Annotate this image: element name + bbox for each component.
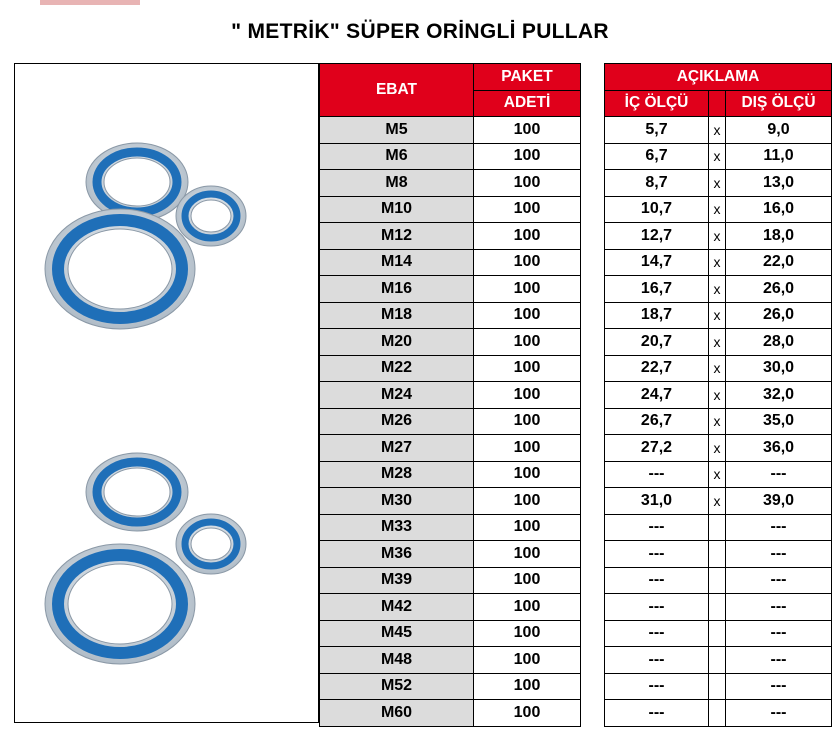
package-qty-cell: 100 (474, 647, 581, 674)
package-qty-cell: 100 (474, 355, 581, 382)
table-row (320, 461, 581, 488)
table-row (320, 673, 581, 700)
table-row (605, 170, 832, 197)
table-row (605, 117, 832, 144)
times-sign-cell: x (709, 488, 726, 515)
times-sign-cell: x (709, 382, 726, 409)
inner-dim-cell: 6,7 (605, 143, 709, 170)
inner-dim-cell: 24,7 (605, 382, 709, 409)
table-row (320, 382, 581, 409)
package-qty-cell: 100 (474, 223, 581, 250)
times-sign-cell (709, 567, 726, 594)
outer-dim-cell: 30,0 (726, 355, 832, 382)
times-sign-cell: x (709, 302, 726, 329)
times-sign-cell (709, 673, 726, 700)
package-qty-cell: 100 (474, 435, 581, 462)
size-cell: M12 (320, 223, 474, 250)
table-row (320, 249, 581, 276)
table-row (605, 461, 832, 488)
times-sign-cell (709, 620, 726, 647)
header-ic-olcu: İÇ ÖLÇÜ (605, 90, 709, 117)
size-cell: M27 (320, 435, 474, 462)
inner-dim-cell: --- (605, 673, 709, 700)
outer-dim-cell: --- (726, 461, 832, 488)
size-cell: M6 (320, 143, 474, 170)
dimension-table (604, 63, 832, 727)
size-cell: M5 (320, 117, 474, 144)
table-row (605, 594, 832, 621)
table-row (605, 435, 832, 462)
times-sign-cell (709, 647, 726, 674)
size-cell: M10 (320, 196, 474, 223)
inner-dim-cell: 26,7 (605, 408, 709, 435)
header-adeti: ADETİ (474, 90, 581, 117)
table-row (605, 223, 832, 250)
size-cell: M26 (320, 408, 474, 435)
inner-dim-cell: --- (605, 647, 709, 674)
table-row (605, 541, 832, 568)
package-qty-cell: 100 (474, 196, 581, 223)
times-sign-cell: x (709, 408, 726, 435)
times-sign-cell: x (709, 143, 726, 170)
outer-dim-cell: 28,0 (726, 329, 832, 356)
table-row (320, 143, 581, 170)
inner-dim-cell: --- (605, 594, 709, 621)
outer-dim-cell: --- (726, 541, 832, 568)
inner-dim-cell: 18,7 (605, 302, 709, 329)
package-qty-cell: 100 (474, 117, 581, 144)
table-row (320, 117, 581, 144)
table-row (605, 196, 832, 223)
outer-dim-cell: 11,0 (726, 143, 832, 170)
package-qty-cell: 100 (474, 143, 581, 170)
package-qty-cell: 100 (474, 461, 581, 488)
table-row (320, 276, 581, 303)
inner-dim-cell: 12,7 (605, 223, 709, 250)
size-quantity-table (319, 63, 581, 727)
size-cell: M14 (320, 249, 474, 276)
table-row (320, 435, 581, 462)
times-sign-cell: x (709, 249, 726, 276)
inner-dim-cell: --- (605, 541, 709, 568)
times-sign-cell (709, 594, 726, 621)
table-row (320, 329, 581, 356)
table-row (605, 355, 832, 382)
inner-dim-cell: --- (605, 620, 709, 647)
table-row (320, 700, 581, 727)
outer-dim-cell: --- (726, 700, 832, 727)
inner-dim-cell: 16,7 (605, 276, 709, 303)
table-row (605, 276, 832, 303)
times-sign-cell (709, 541, 726, 568)
times-sign-cell: x (709, 117, 726, 144)
table-row (320, 355, 581, 382)
table-row (320, 196, 581, 223)
inner-dim-cell: 31,0 (605, 488, 709, 515)
size-cell: M24 (320, 382, 474, 409)
outer-dim-cell: 16,0 (726, 196, 832, 223)
size-cell: M30 (320, 488, 474, 515)
outer-dim-cell: 22,0 (726, 249, 832, 276)
size-cell: M39 (320, 567, 474, 594)
table-row (320, 647, 581, 674)
package-qty-cell: 100 (474, 302, 581, 329)
table-row (320, 408, 581, 435)
outer-dim-cell: 36,0 (726, 435, 832, 462)
outer-dim-cell: 13,0 (726, 170, 832, 197)
inner-dim-cell: 27,2 (605, 435, 709, 462)
inner-dim-cell: 20,7 (605, 329, 709, 356)
table-row (320, 541, 581, 568)
table-row (605, 488, 832, 515)
header-dis-olcu: DIŞ ÖLÇÜ (726, 90, 832, 117)
header-aciklama: AÇIKLAMA (605, 64, 832, 91)
outer-dim-cell: --- (726, 514, 832, 541)
package-qty-cell: 100 (474, 594, 581, 621)
package-qty-cell: 100 (474, 170, 581, 197)
outer-dim-cell: 26,0 (726, 276, 832, 303)
inner-dim-cell: --- (605, 700, 709, 727)
size-cell: M48 (320, 647, 474, 674)
package-qty-cell: 100 (474, 249, 581, 276)
times-sign-cell: x (709, 329, 726, 356)
size-cell: M20 (320, 329, 474, 356)
table-row (320, 170, 581, 197)
header-paket: PAKET (474, 64, 581, 91)
package-qty-cell: 100 (474, 488, 581, 515)
inner-dim-cell: 8,7 (605, 170, 709, 197)
times-sign-cell: x (709, 355, 726, 382)
table-row (605, 143, 832, 170)
times-sign-cell: x (709, 223, 726, 250)
size-cell: M18 (320, 302, 474, 329)
size-cell: M22 (320, 355, 474, 382)
header-separator (709, 90, 726, 117)
size-cell: M28 (320, 461, 474, 488)
inner-dim-cell: 5,7 (605, 117, 709, 144)
table-row (605, 647, 832, 674)
table-row (320, 620, 581, 647)
inner-dim-cell: --- (605, 567, 709, 594)
size-cell: M60 (320, 700, 474, 727)
times-sign-cell: x (709, 196, 726, 223)
size-cell: M36 (320, 541, 474, 568)
package-qty-cell: 100 (474, 541, 581, 568)
table-row (605, 302, 832, 329)
outer-dim-cell: --- (726, 647, 832, 674)
outer-dim-cell: --- (726, 594, 832, 621)
table-row (605, 408, 832, 435)
header-ebat: EBAT (320, 64, 474, 117)
inner-dim-cell: 10,7 (605, 196, 709, 223)
outer-dim-cell: 35,0 (726, 408, 832, 435)
table-row (605, 567, 832, 594)
outer-dim-cell: 18,0 (726, 223, 832, 250)
table-row (605, 249, 832, 276)
size-cell: M8 (320, 170, 474, 197)
table-row (320, 514, 581, 541)
times-sign-cell: x (709, 276, 726, 303)
inner-dim-cell: 22,7 (605, 355, 709, 382)
package-qty-cell: 100 (474, 673, 581, 700)
package-qty-cell: 100 (474, 620, 581, 647)
package-qty-cell: 100 (474, 567, 581, 594)
outer-dim-cell: 26,0 (726, 302, 832, 329)
times-sign-cell (709, 700, 726, 727)
table-row (320, 594, 581, 621)
inner-dim-cell: 14,7 (605, 249, 709, 276)
outer-dim-cell: 32,0 (726, 382, 832, 409)
size-cell: M45 (320, 620, 474, 647)
package-qty-cell: 100 (474, 329, 581, 356)
times-sign-cell: x (709, 461, 726, 488)
table-row (605, 673, 832, 700)
size-cell: M33 (320, 514, 474, 541)
table-row (320, 302, 581, 329)
washer-group-top-icon (45, 143, 246, 329)
times-sign-cell: x (709, 435, 726, 462)
size-cell: M42 (320, 594, 474, 621)
table-row (320, 488, 581, 515)
product-image-panel (14, 63, 319, 723)
outer-dim-cell: --- (726, 620, 832, 647)
inner-dim-cell: --- (605, 514, 709, 541)
outer-dim-cell: --- (726, 567, 832, 594)
table-row (320, 567, 581, 594)
table-row (605, 700, 832, 727)
washer-group-bottom-icon (45, 453, 246, 664)
table-row (605, 620, 832, 647)
package-qty-cell: 100 (474, 382, 581, 409)
table-row (605, 514, 832, 541)
outer-dim-cell: --- (726, 673, 832, 700)
package-qty-cell: 100 (474, 514, 581, 541)
times-sign-cell: x (709, 170, 726, 197)
top-decor-strip (40, 0, 140, 5)
package-qty-cell: 100 (474, 700, 581, 727)
times-sign-cell (709, 514, 726, 541)
table-row (605, 382, 832, 409)
table-row (320, 223, 581, 250)
table-row (605, 329, 832, 356)
outer-dim-cell: 39,0 (726, 488, 832, 515)
package-qty-cell: 100 (474, 408, 581, 435)
inner-dim-cell: --- (605, 461, 709, 488)
size-cell: M16 (320, 276, 474, 303)
page-title: " METRİK" SÜPER ORİNGLİ PULLAR (231, 20, 609, 43)
package-qty-cell: 100 (474, 276, 581, 303)
size-cell: M52 (320, 673, 474, 700)
outer-dim-cell: 9,0 (726, 117, 832, 144)
